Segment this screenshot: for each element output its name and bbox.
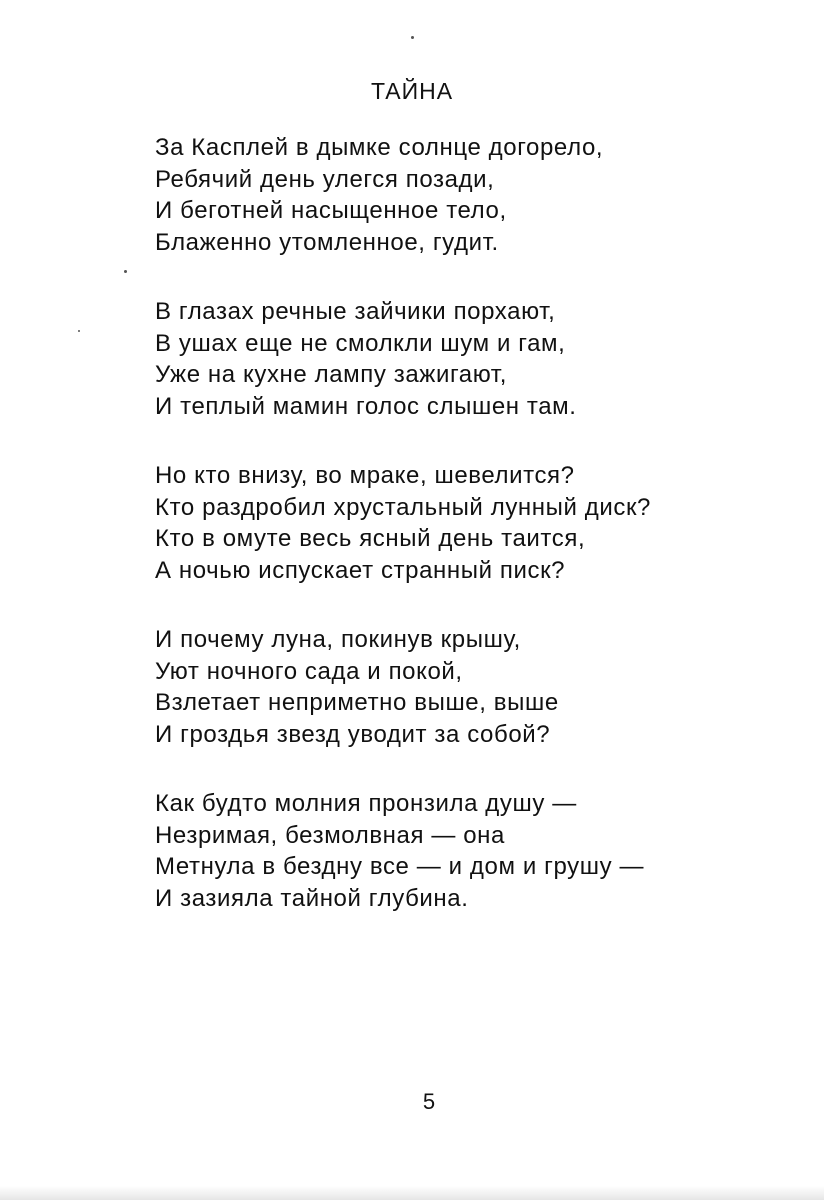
poem-line: В ушах еще не смолкли шум и гам,	[155, 329, 566, 357]
stanza-2	[155, 296, 775, 422]
poem-body	[155, 132, 775, 952]
poem-line: Блаженно утомленное, гудит.	[155, 228, 499, 256]
poem-line: И зазияла тайной глубина.	[155, 884, 469, 912]
poem-line: И гроздья звезд уводит за собой?	[155, 720, 551, 748]
poem-line: И почему луна, покинув крышу,	[155, 626, 521, 653]
stanza-5	[155, 788, 775, 914]
poem-line: Кто в омуте весь ясный день таится,	[155, 525, 586, 552]
poem-line: А ночью испускает странный писк?	[155, 556, 566, 584]
scan-speck	[124, 270, 127, 273]
poem-line: Уют ночного сада и покой,	[155, 657, 463, 685]
stanza-4	[155, 624, 775, 750]
poem-line: Метнула в бездну все — и дом и грушу —	[155, 853, 645, 880]
poem-line: Но кто внизу, во мраке, шевелится?	[155, 462, 575, 489]
poem-title: ТАЙНА	[370, 78, 454, 104]
poem-line: Как будто молния пронзила душу —	[155, 790, 577, 817]
scan-speck	[78, 330, 80, 332]
poem-line: И беготней насыщенное тело,	[155, 197, 507, 224]
poem-line: Незримая, безмолвная — она	[155, 821, 505, 849]
poem-line: Уже на кухне лампу зажигают,	[155, 361, 508, 388]
poem-line: Кто раздробил хрустальный лунный диск?	[155, 493, 652, 521]
poem-line: В глазах речные зайчики порхают,	[155, 298, 556, 325]
page-number: 5	[422, 1089, 436, 1114]
poem-line: Взлетает неприметно выше, выше	[155, 689, 559, 716]
poem-line: Ребячий день улегся позади,	[155, 165, 495, 193]
poem-line: И теплый мамин голос слышен там.	[155, 392, 577, 420]
scan-speck	[411, 36, 414, 39]
stanza-1	[155, 132, 775, 258]
stanza-3	[155, 460, 775, 586]
poem-line: За Касплей в дымке солнце догорело,	[155, 134, 604, 161]
